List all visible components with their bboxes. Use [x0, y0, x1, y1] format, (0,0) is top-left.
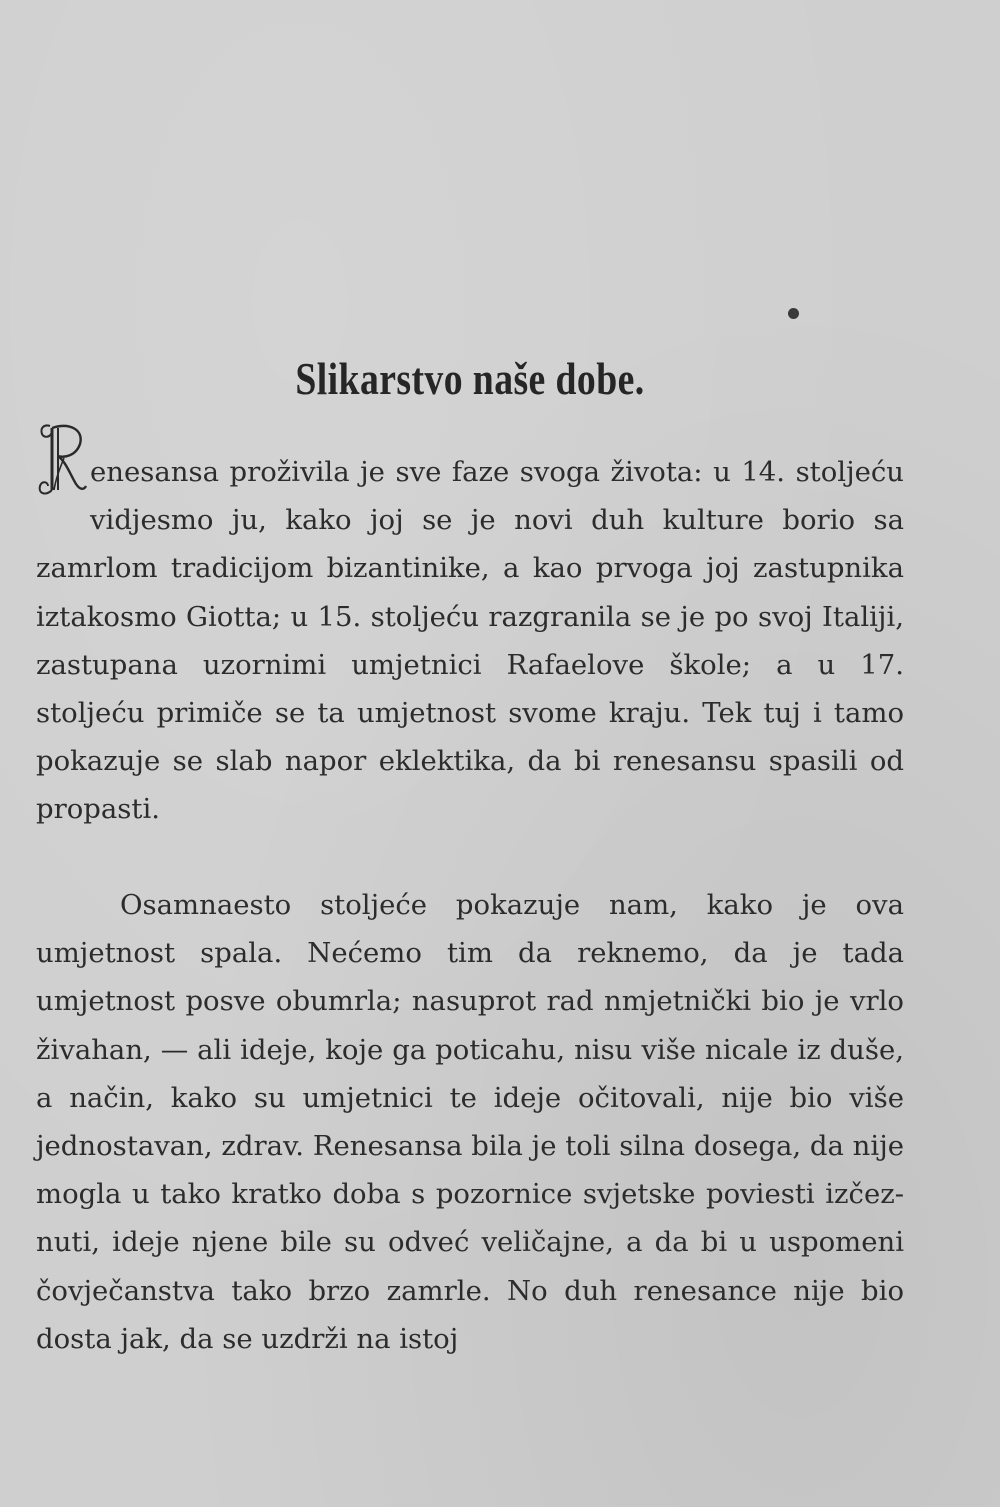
chapter-title: Slikarstvo naše dobe.: [295, 353, 645, 404]
ink-speck: [788, 308, 799, 319]
paragraph-1-text: enesansa proživila je sve faze svoga života: u 14. stoljeću vidjesmo ju, kako joj se je novi duh kulture borio sa zamrlom tradicijom bizantinike, a kao prvoga joj zastupnika iztakosmo Giotta; u 15. stoljeću razgranila se je po svoj Italiji, zastupana uzornimi umjetnici Rafaelove škole; a u 17. stoljeću primiče se ta umjetnost svome kraju. Tek tuj i tamo pokazuje se slab napor eklektika, da bi renesansu spasili od propasti.: [36, 456, 904, 826]
paragraph-2: Osamnaesto stoljeće pokazuje nam, kako je ova umjetnost spala. Nećemo tim da reknemo, da je tada umjetnost posve obumrla; nasuprot rad nmjetnički bio je vrlo živahan, — ali ideje, koje ga poticahu, nisu više nicale iz duše, a način, kako su umjetnici te ideje očitovali, nije bio više jednostavan, zdrav. Renesansa bila je toli silna dosega, da nije mogla u tako kratko doba s pozornice svjetske poviesti izčeznuti, ideje njene bile su odveć veličajne, a da bi u uspomeni čovječanstva tako brzo zamrle. No duh renesance nije bio dosta jak, da se uzdrži na istoj: [36, 889, 904, 1355]
decorative-initial-r: [36, 418, 88, 498]
paragraph-1: [36, 448, 904, 834]
